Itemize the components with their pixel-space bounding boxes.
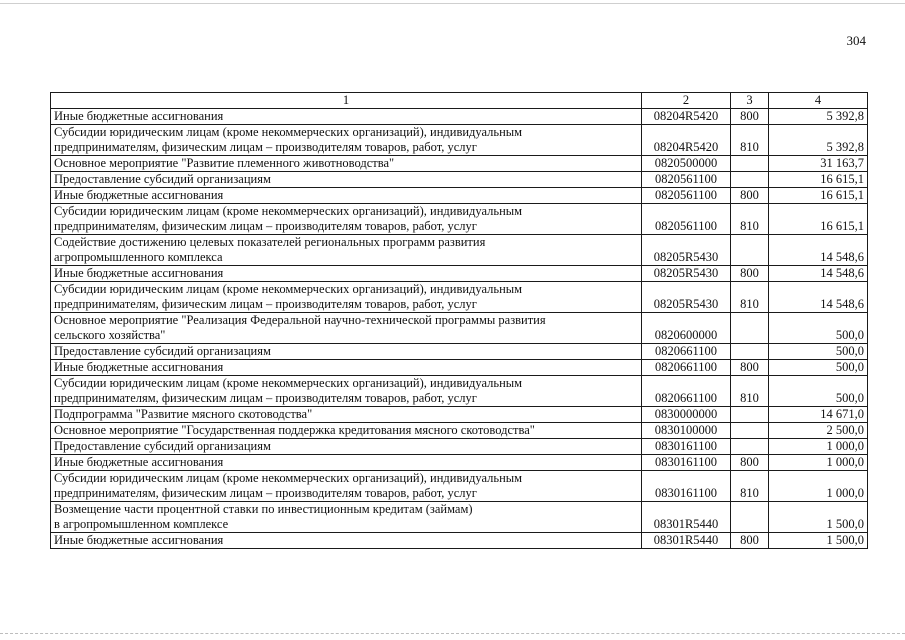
row-target-code: 0820561100 [642,204,731,235]
table-row [51,188,868,204]
row-target-code: 08204R5420 [642,109,731,125]
row-amount: 14 548,6 [769,235,868,266]
description-line: Субсидии юридическим лицам (кроме некоммерческих организаций), индивидуальным [54,282,523,296]
row-amount: 31 163,7 [769,156,868,172]
table-row [51,156,868,172]
description-line: предпринимателям, физическим лицам – производителям товаров, работ, услуг [54,486,477,500]
row-amount: 500,0 [769,360,868,376]
row-description [51,235,642,266]
description-line: предпринимателям, физическим лицам – производителям товаров, работ, услуг [54,219,477,233]
column-header: 1 [51,93,642,109]
description-line: Иные бюджетные ассигнования [54,533,224,547]
table-row [51,125,868,156]
table-row [51,204,868,235]
row-expense-type: 810 [731,204,769,235]
description-line: Предоставление субсидий организациям [54,439,271,453]
row-target-code: 08301R5440 [642,502,731,533]
description-line: Основное мероприятие "Государственная поддержка кредитования мясного скотоводства" [54,423,535,437]
description-line: предпринимателям, физическим лицам – производителям товаров, работ, услуг [54,391,477,405]
row-expense-type [731,172,769,188]
row-description [51,407,642,423]
row-amount: 1 500,0 [769,502,868,533]
description-line: Субсидии юридическим лицам (кроме некоммерческих организаций), индивидуальным [54,204,523,218]
row-description [51,360,642,376]
row-target-code: 08204R5420 [642,125,731,156]
row-amount: 5 392,8 [769,125,868,156]
description-line: предпринимателям, физическим лицам – производителям товаров, работ, услуг [54,140,477,154]
column-header: 3 [731,93,769,109]
table-row [51,376,868,407]
page-number: 304 [846,33,866,48]
row-expense-type: 800 [731,188,769,204]
row-description [51,376,642,407]
description-line: Иные бюджетные ассигнования [54,109,224,123]
description-line: предпринимателям, физическим лицам – производителям товаров, работ, услуг [54,297,477,311]
scan-edge-bottom [0,633,905,634]
row-description [51,282,642,313]
column-header: 4 [769,93,868,109]
row-description [51,109,642,125]
row-expense-type [731,313,769,344]
description-line: Иные бюджетные ассигнования [54,188,224,202]
row-expense-type [731,407,769,423]
table-row [51,533,868,549]
description-line: Основное мероприятие "Реализация Федеральной научно-технической программы развития [54,313,546,327]
row-expense-type: 810 [731,471,769,502]
row-expense-type: 810 [731,282,769,313]
row-expense-type: 800 [731,533,769,549]
row-target-code: 08301R5440 [642,533,731,549]
description-line: Подпрограмма "Развитие мясного скотоводства" [54,407,313,421]
table-row [51,471,868,502]
description-line: в агропромышленном комплексе [54,517,229,531]
description-line: Иные бюджетные ассигнования [54,360,224,374]
row-target-code: 0820561100 [642,188,731,204]
description-line: Иные бюджетные ассигнования [54,266,224,280]
row-amount: 2 500,0 [769,423,868,439]
row-target-code: 0830161100 [642,439,731,455]
row-expense-type: 800 [731,360,769,376]
row-expense-type [731,502,769,533]
row-target-code: 0820661100 [642,360,731,376]
description-line: Субсидии юридическим лицам (кроме некоммерческих организаций), индивидуальным [54,471,523,485]
table-row [51,109,868,125]
row-amount: 14 671,0 [769,407,868,423]
description-line: Предоставление субсидий организациям [54,172,271,186]
row-description [51,439,642,455]
column-header: 2 [642,93,731,109]
budget-table [50,92,868,549]
description-line: сельского хозяйства" [54,328,166,342]
row-amount: 500,0 [769,376,868,407]
row-expense-type: 800 [731,266,769,282]
row-target-code: 08205R5430 [642,282,731,313]
table-row [51,439,868,455]
description-line: Содействие достижению целевых показателей региональных программ развития [54,235,486,249]
table-row [51,360,868,376]
row-expense-type: 800 [731,109,769,125]
table-row [51,172,868,188]
row-amount: 16 615,1 [769,204,868,235]
row-target-code: 08205R5430 [642,235,731,266]
row-target-code: 0830100000 [642,423,731,439]
row-amount: 14 548,6 [769,266,868,282]
row-expense-type [731,439,769,455]
description-line: Основное мероприятие "Развитие племенного животноводства" [54,156,395,170]
row-description [51,455,642,471]
table-row [51,423,868,439]
table-header-row [51,93,868,109]
row-target-code: 0820600000 [642,313,731,344]
description-line: Субсидии юридическим лицам (кроме некоммерческих организаций), индивидуальным [54,125,523,139]
table-row [51,502,868,533]
row-description [51,471,642,502]
description-line: Возмещение части процентной ставки по инвестиционным кредитам (займам) [54,502,473,516]
row-target-code: 0820661100 [642,344,731,360]
table-row [51,282,868,313]
row-amount: 16 615,1 [769,172,868,188]
row-expense-type [731,344,769,360]
row-description [51,313,642,344]
row-expense-type [731,423,769,439]
row-target-code: 0820561100 [642,172,731,188]
row-amount: 1 000,0 [769,471,868,502]
row-amount: 1 500,0 [769,533,868,549]
table-row [51,235,868,266]
row-description [51,423,642,439]
row-description [51,172,642,188]
budget-table-body [51,93,868,549]
row-description [51,344,642,360]
row-target-code: 0830161100 [642,455,731,471]
table-row [51,266,868,282]
row-expense-type: 810 [731,376,769,407]
row-description [51,502,642,533]
row-target-code: 0830000000 [642,407,731,423]
row-description [51,125,642,156]
table-row [51,344,868,360]
row-amount: 14 548,6 [769,282,868,313]
row-amount: 1 000,0 [769,439,868,455]
table-row [51,407,868,423]
row-target-code: 0820661100 [642,376,731,407]
row-expense-type: 810 [731,125,769,156]
row-amount: 5 392,8 [769,109,868,125]
table-row [51,313,868,344]
row-description [51,204,642,235]
row-expense-type [731,156,769,172]
row-amount: 500,0 [769,344,868,360]
description-line: Субсидии юридическим лицам (кроме некоммерческих организаций), индивидуальным [54,376,523,390]
row-target-code: 0830161100 [642,471,731,502]
row-description [51,266,642,282]
table-row [51,455,868,471]
scan-edge-top [0,3,905,4]
row-amount: 1 000,0 [769,455,868,471]
row-amount: 500,0 [769,313,868,344]
row-amount: 16 615,1 [769,188,868,204]
row-description [51,533,642,549]
description-line: агропромышленного комплекса [54,250,223,264]
row-expense-type [731,235,769,266]
row-description [51,188,642,204]
row-target-code: 0820500000 [642,156,731,172]
description-line: Предоставление субсидий организациям [54,344,271,358]
description-line: Иные бюджетные ассигнования [54,455,224,469]
row-description [51,156,642,172]
row-target-code: 08205R5430 [642,266,731,282]
row-expense-type: 800 [731,455,769,471]
